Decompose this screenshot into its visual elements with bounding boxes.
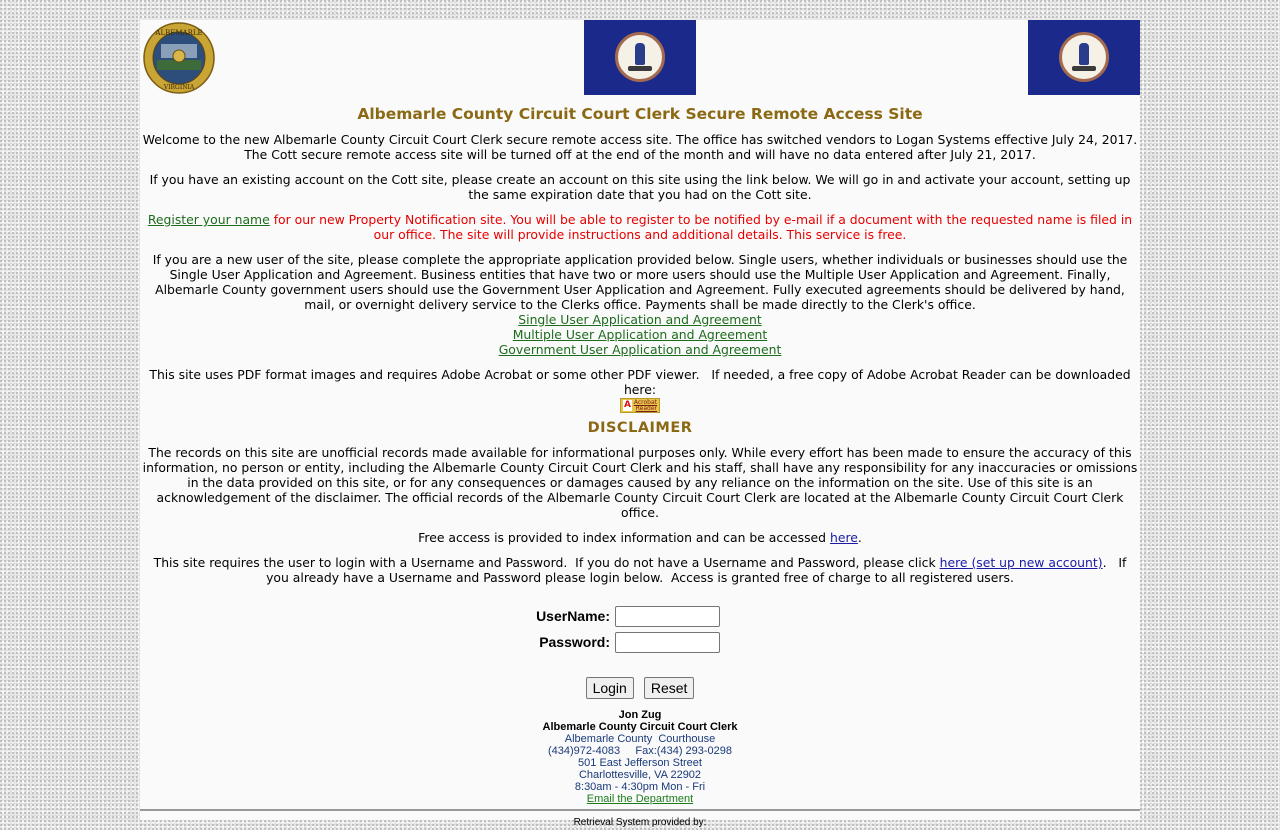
password-label: Password: — [539, 633, 610, 650]
free-access-here-link[interactable]: here — [829, 530, 858, 545]
multiple-user-application-link[interactable]: Multiple User Application and Agreement — [512, 327, 768, 342]
welcome-paragraph: Welcome to the new Albemarle County Circuit Court Clerk secure remote access site. The office has switched vendors to Logan Systems effective July 24, 2017. The Cott secure remote access site will be turned off at the end of the month and will have no data entered after July 21, 2017. — [142, 132, 1138, 162]
username-label: UserName: — [536, 607, 610, 624]
application-links — [140, 312, 1140, 357]
property-notification-paragraph — [140, 212, 1140, 242]
page-title: Albemarle County Circuit Court Clerk Secure Remote Access Site — [357, 105, 923, 123]
virginia-seal-emblem — [615, 32, 665, 82]
svg-text:ALBEMARLE: ALBEMARLE — [155, 29, 203, 37]
county-seal-icon — [143, 22, 215, 94]
new-user-paragraph: If you are a new user of the site, please complete the appropriate application provided below. Single users, whether individuals or businesses should use the Single User Application and Agreement. Business entities that have two or more users should use the Multiple User Application and Agreement. Finally, Albemarle County government users should use the Government User Application and Agreement. Fully executed agreements should be delivered by hand, mail, or overnight delivery service to the Clerks office. Payments shall be made directly to the Clerk's office. — [152, 252, 1128, 312]
retrieval-system-credit: Retrieval System provided by: — [573, 817, 707, 828]
login-required-text: This site requires the user to login with a Username and Password. If you do not have a Username and Password, please click — [153, 555, 940, 570]
free-access-paragraph — [140, 530, 1140, 545]
username-input[interactable] — [615, 606, 720, 627]
header-banner — [140, 20, 1140, 95]
svg-text:VIRGINIA: VIRGINIA — [163, 84, 195, 91]
single-user-application-link[interactable]: Single User Application and Agreement — [518, 312, 762, 327]
password-input[interactable] — [615, 632, 720, 653]
adobe-reader-download-button[interactable] — [620, 398, 660, 413]
reset-button[interactable]: Reset — [644, 677, 695, 699]
virginia-flag-icon — [584, 20, 696, 95]
property-notification-text: for our new Property Notification site. You will be able to register to be notified by e-mail if a document with the requested name is filed in our office. The site will provide instructions and additional details. This service is free. — [269, 212, 1133, 242]
email-department-link[interactable]: Email the Department — [586, 793, 694, 805]
virginia-flag-icon — [1028, 20, 1140, 95]
government-user-application-link[interactable]: Government User Application and Agreement — [498, 342, 782, 357]
adobe-badge-label: Acrobat Reader — [633, 399, 657, 412]
pdf-notice: This site uses PDF format images and requires Adobe Acrobat or some other PDF viewer. If needed, a free copy of Adobe Acrobat Reader can be downloaded here: — [149, 367, 1135, 397]
adobe-logo-icon: A — [624, 400, 631, 410]
disclaimer-heading: DISCLAIMER — [587, 420, 693, 436]
register-your-name-link[interactable]: Register your name — [147, 212, 270, 227]
street-address: 501 East Jefferson Street — [578, 757, 702, 769]
phone-fax: (434)972-4083 Fax:(434) 293-0298 — [547, 745, 733, 757]
page-container — [140, 20, 1140, 828]
city-state-zip: Charlottesville, VA 22902 — [578, 769, 702, 781]
clerk-title: Albemarle County Circuit Court Clerk — [542, 721, 738, 733]
setup-new-account-link[interactable]: here (set up new account) — [939, 555, 1103, 570]
login-button[interactable]: Login — [586, 677, 634, 699]
courthouse-name: Albemarle County Courthouse — [564, 733, 716, 745]
form-buttons — [525, 677, 755, 699]
office-hours: 8:30am - 4:30pm Mon - Fri — [574, 781, 706, 793]
login-form — [525, 603, 755, 699]
password-row — [525, 629, 755, 655]
login-required-text-end: . If you already have a Username and Password please login below. Access is granted free of charge to all registered users. — [266, 555, 1131, 585]
contact-info — [140, 709, 1140, 805]
disclaimer-text: The records on this site are unofficial records made available for informational purposes only. While every effort has been made to ensure the accuracy of this information, no person or entity, including the Albemarle County Circuit Court Clerk and his staff, shall have any responsibility for any inaccuracies or omissions in the data provided on this site, or for any consequences or damages caused by any reliance on the information on the site. Use of this site is an acknowledgement of the disclaimer. The official records of the Albemarle County Circuit Court Clerk are located at the Albemarle County Circuit Court Clerk office. — [142, 445, 1138, 520]
virginia-seal-emblem — [1059, 32, 1109, 82]
existing-account-paragraph: If you have an existing account on the Cott site, please create an account on this site using the link below. We will go in and activate your account, setting up the same expiration date that you had on the Cott site. — [149, 172, 1131, 202]
clerk-name: Jon Zug — [618, 709, 662, 721]
free-access-period: . — [857, 530, 862, 545]
username-row — [525, 603, 755, 629]
free-access-text: Free access is provided to index information and can be accessed — [418, 530, 830, 545]
footer-divider — [140, 809, 1140, 811]
login-required-paragraph — [140, 555, 1140, 585]
